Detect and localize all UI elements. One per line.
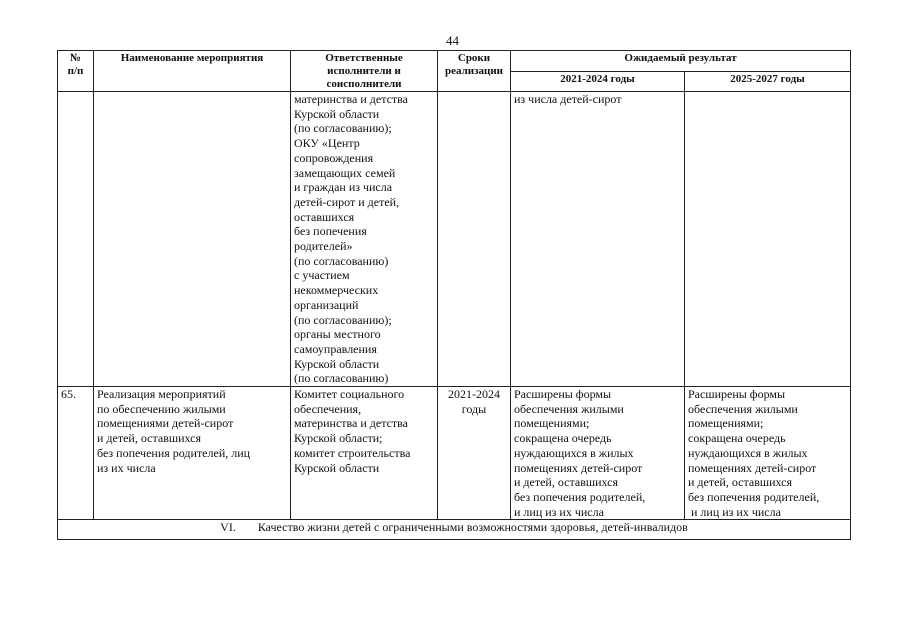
row-terms-cell: 2021-2024 годы [438, 387, 511, 520]
header-name: Наименование мероприятия [94, 51, 291, 92]
row-result-2025-2027-cell: Расширены формы обеспечения жилыми помещениями; сокращена очередь нуждающихся в жилых помещениях детей-сирот и детей, оставшихся без попечения родителей, и лиц из их числа [685, 387, 851, 520]
section-row [58, 520, 851, 540]
row-responsible-cell: Комитет социального обеспечения, материнства и детства Курской области; комитет строительства Курской области [291, 387, 438, 520]
section-title: Качество жизни детей с ограниченными возможностями здоровья, детей-инвалидов [257, 520, 688, 535]
row-name-cell [94, 92, 291, 387]
row-responsible-cell: материнства и детства Курской области (по согласованию); ОКУ «Центр сопровождения замещающих семей и граждан из числа детей-сирот и детей, оставшихся без попечения родителей» (по согласованию) с участием некоммерческих организаций (по согласованию); органы местного самоуправления Курской области (по согласованию) [291, 92, 438, 387]
row-result-2021-2024-cell: из числа детей-сирот [511, 92, 685, 387]
row-num-cell [58, 92, 94, 387]
table-row [58, 92, 851, 387]
header-responsible: Ответственные исполнители и соисполнители [291, 51, 438, 92]
section-heading [58, 520, 851, 540]
row-name-cell: Реализация мероприятий по обеспечению жилыми помещениями детей-сирот и детей, оставшихся без попечения родителей, лиц из их числа [94, 387, 291, 520]
page-number: 44 [446, 33, 459, 48]
header-expected-result: Ожидаемый результат [511, 51, 851, 72]
table-row [58, 387, 851, 520]
header-terms: Сроки реализации [438, 51, 511, 92]
header-period-2021-2024: 2021-2024 годы [511, 71, 685, 92]
header-row [58, 51, 851, 72]
row-result-2025-2027-cell [685, 92, 851, 387]
section-number: VI. [220, 520, 236, 535]
header-period-2025-2027: 2025-2027 годы [685, 71, 851, 92]
row-num-cell: 65. [58, 387, 94, 520]
measures-table [57, 50, 851, 540]
row-terms-cell [438, 92, 511, 387]
row-result-2021-2024-cell: Расширены формы обеспечения жилыми помещениями; сокращена очередь нуждающихся в жилых помещениях детей-сирот и детей, оставшихся без попечения родителей, и лиц из их числа [511, 387, 685, 520]
header-num: № п/п [58, 51, 94, 92]
